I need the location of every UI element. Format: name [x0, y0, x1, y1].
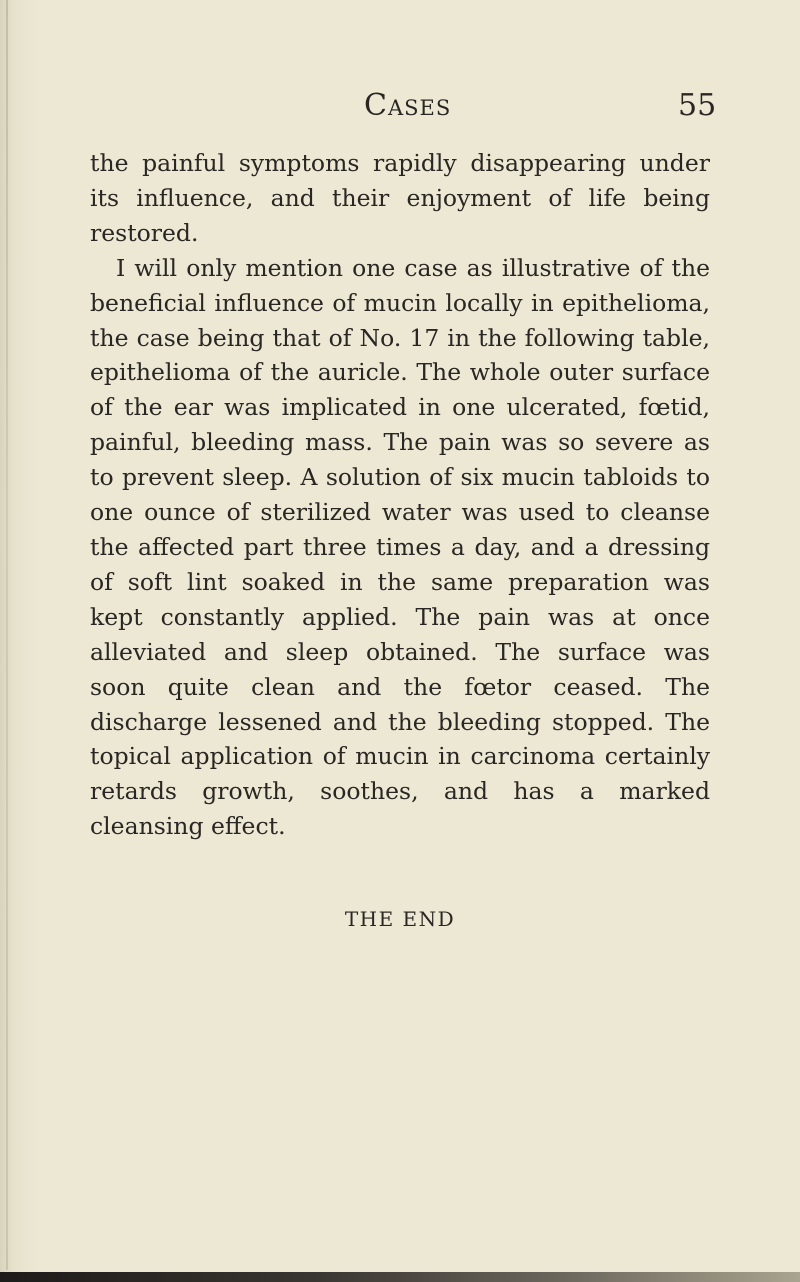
page-gutter-edge: [6, 0, 8, 1270]
the-end-text: THE END: [344, 907, 456, 931]
page-bottom-edge: [0, 1272, 800, 1282]
paragraph-continuation: the painful symptoms rapidly disappearing under its influence, and their enjoyment of life being restored.: [90, 149, 710, 247]
running-head: [0, 86, 800, 126]
body-text: [90, 146, 710, 844]
page-number: 55: [678, 88, 717, 123]
paragraph-mucin-case: I will only mention one case as illustrative of the beneficial influence of mucin locally in epithelioma, the case being that of No. 17 in the following table, epithelioma of the auricle. The whole outer surface of the ear was implicated in one ulcerated, fœtid, painful, bleeding mass. The pain was so severe as to prevent sleep. A solution of six mucin tabloids to one ounce of sterilized water was used to cleanse the affected part three times a day, and a dressing of soft lint soaked in the same preparation was kept constantly applied. The pain was at once alleviated and sleep obtained. The surface was soon quite clean and the fœtor ceased. The discharge lessened and the bleeding stopped. The topical application of mucin in carcinoma certainly retards growth, soothes, and has a marked cleansing effect.: [90, 253, 710, 841]
running-title: Cases: [364, 88, 452, 123]
